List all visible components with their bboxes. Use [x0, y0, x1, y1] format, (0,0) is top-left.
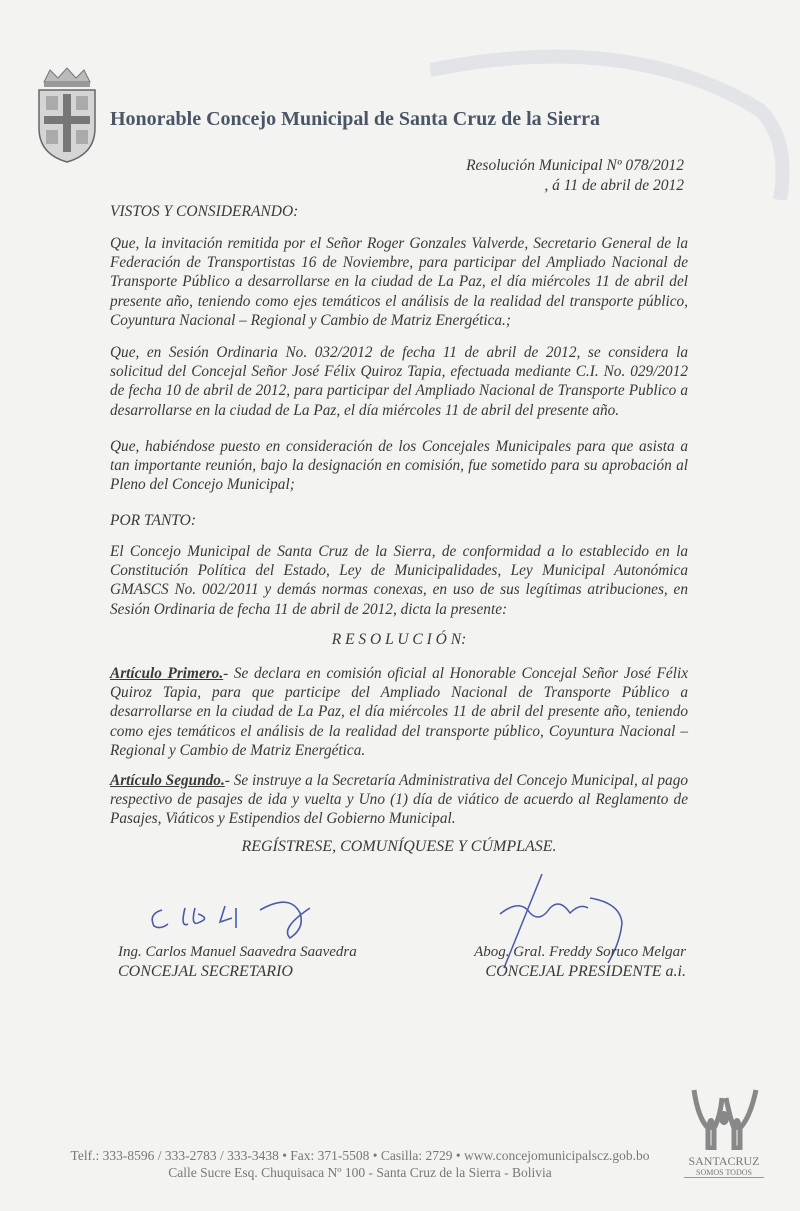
paragraph-2: Que, en Sesión Ordinaria No. 032/2012 de fecha 11 de abril de 2012, se considera la solicitud del Concejal Señor José Félix Quiroz Tapia, efectuada mediante C.I. No. 029/2012 de fecha 10 de abril de 2012, para participar del Ampliado Nacional de Transporte Publico a desarrollarse en la ciudad de La Paz, el día miércoles 11 de abril del presente año.: [110, 344, 688, 419]
por-tanto-heading: POR TANTO:: [110, 512, 196, 529]
resolution-header: [466, 156, 684, 196]
santa-cruz-logo: SANTACRUZ SOMOS TODOS: [684, 1088, 764, 1178]
resolucion-heading: R E S O L U C I Ó N:: [331, 631, 467, 648]
institution-title: Honorable Concejo Municipal de Santa Cruz de la Sierra: [110, 108, 600, 130]
signature-secretary: [140, 888, 330, 948]
article-2-label: Artículo Segundo.: [110, 772, 225, 789]
resolution-number: Resolución Municipal Nº 078/2012: [466, 157, 684, 174]
people-icon: [684, 1088, 764, 1150]
signatory-president: [430, 943, 686, 981]
resolution-date: , á 11 de abril de 2012: [544, 177, 684, 194]
coat-of-arms-icon: [36, 66, 98, 164]
article-1: [110, 664, 688, 760]
vistos-heading: VISTOS Y CONSIDERANDO:: [110, 203, 299, 220]
paragraph-1: Que, la invitación remitida por el Señor Roger Gonzales Valverde, Secretario General de la Federación de Transportistas 16 de Noviembre, para participar del Ampliado Nacional de Transporte Público a desarrollarse en la ciudad de La Paz, el día miércoles 11 de abril del presente año, teniendo como ejes temáticos el análisis de la realidad del transporte público, Coyuntura Nacional – Regional y Cambio de Matriz Energética.;: [110, 235, 688, 329]
article-1-label: Artículo Primero.: [110, 665, 224, 682]
signatory-title: CONCEJAL SECRETARIO: [118, 963, 293, 980]
signatory-secretary: [118, 943, 357, 981]
footer-line-1: Telf.: 333-8596 / 333-2783 / 333-3438 • Fax: 371-5508 • Casilla: 2729 • www.concejomunicipalscz.gob.bo: [70, 1148, 650, 1163]
paragraph-4: El Concejo Municipal de Santa Cruz de la Sierra, de conformidad a lo establecido en la Constitución Política del Estado, Ley de Municipalidades, Ley Municipal Autonómica GMASCS No. 002/2011 y demás normas conexas, en uso de sus legítimas atribuciones, en Sesión Ordinaria de fecha 11 de abril de 2012, dicta la presente:: [110, 543, 688, 618]
article-2-text: - Se instruye a la Secretaría Administrativa del Concejo Municipal, al pago respectivo de pasajes de ida y vuelta y Uno (1) día de viático de acuerdo al Reglamento de Pasajes, Viáticos y Estipendios del Gobierno Municipal.: [110, 772, 688, 828]
footer-contact: [40, 1147, 680, 1181]
paragraph-3: Que, habiéndose puesto en consideración de los Concejales Municipales para que asista a tan importante reunión, bajo la designación en comisión, fue sometido para su aprobación al Pleno del Concejo Municipal;: [110, 438, 688, 494]
article-2: [110, 771, 688, 829]
article-1-text: - Se declara en comisión oficial al Honorable Concejal Señor José Félix Quiroz Tapia, para que participe del Ampliado Nacional de Transporte Público a desarrollarse en la ciudad de La Paz, el día miércoles 11 de abril del presente año, teniendo como ejes temáticos el análisis de la realidad del transporte público, Coyuntura Nacional – Regional y Cambio de Matriz Energética.: [110, 665, 688, 759]
footer-line-2: Calle Sucre Esq. Chuquisaca Nº 100 - Santa Cruz de la Sierra - Bolivia: [168, 1165, 552, 1180]
signatory-name: Ing. Carlos Manuel Saavedra Saavedra: [118, 944, 357, 960]
signatory-title: CONCEJAL PRESIDENTE a.i.: [485, 963, 686, 980]
closing-formula: REGÍSTRESE, COMUNÍQUESE Y CÚMPLASE.: [241, 838, 557, 855]
signatory-name: Abog. Gral. Freddy Soruco Melgar: [474, 944, 686, 960]
